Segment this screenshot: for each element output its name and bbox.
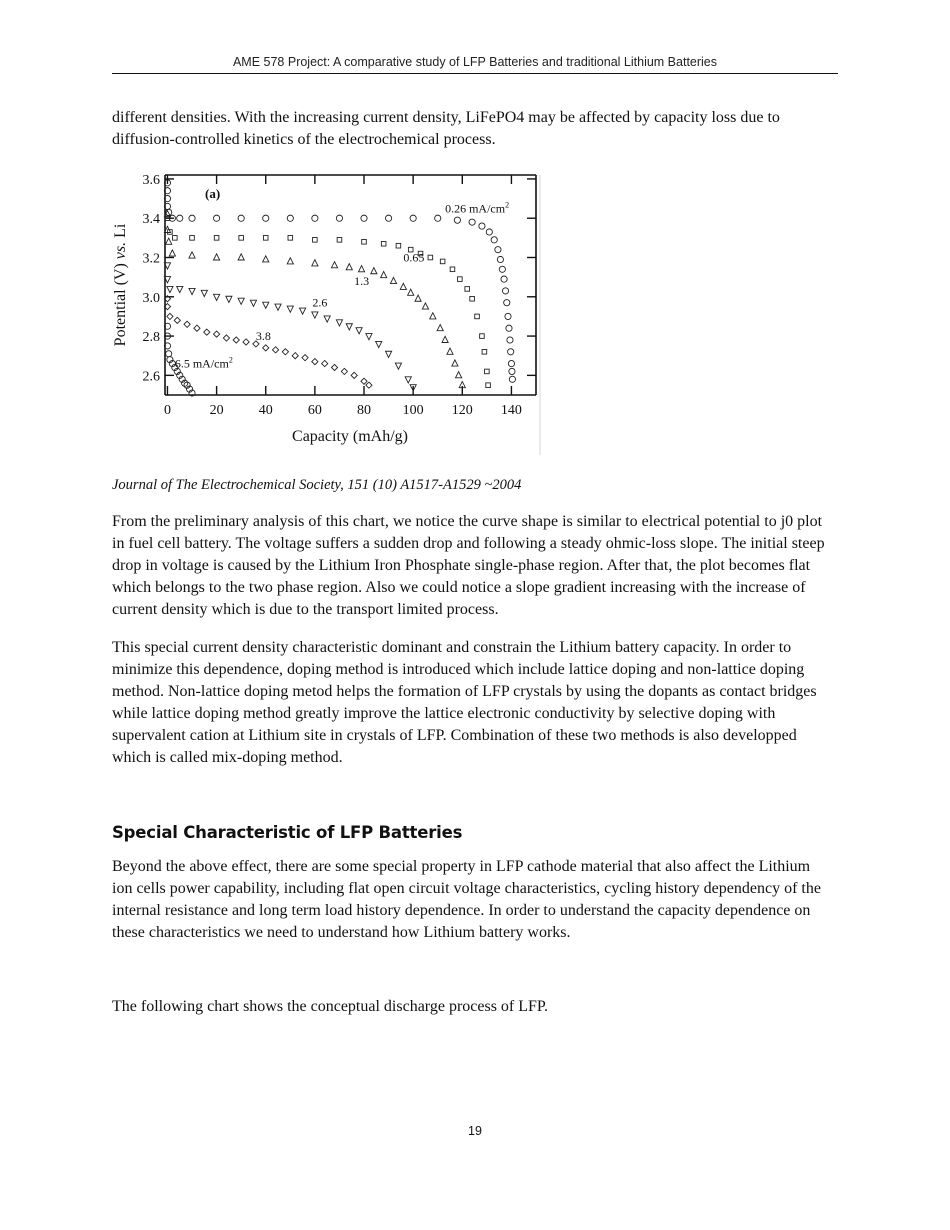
data-point-square <box>475 314 480 319</box>
data-point-triangle <box>422 303 428 309</box>
data-point-circle <box>454 217 460 223</box>
x-tick-label: 40 <box>258 403 273 418</box>
following-chart-paragraph: The following chart shows the conceptual discharge process of LFP. <box>112 998 549 1015</box>
series-label-superscript: 2 <box>505 200 510 210</box>
data-point-square <box>362 239 367 244</box>
data-point-triangle-down <box>312 312 318 318</box>
data-point-circle <box>486 229 492 235</box>
data-point-triangle <box>346 264 352 270</box>
data-point-triangle <box>331 262 337 268</box>
data-point-circle <box>479 223 485 229</box>
page-number: 19 <box>468 1124 482 1138</box>
data-point-triangle-down <box>385 351 391 357</box>
data-point-triangle-down <box>324 316 330 322</box>
data-point-square <box>313 238 318 243</box>
series-label: 3.8 <box>255 329 271 343</box>
data-point-diamond <box>341 368 347 374</box>
series-label <box>445 200 509 215</box>
special-characteristics-paragraph: Beyond the above effect, there are some special property in LFP cathode material that also affect the Lithium ion cells power capability, including flat open circuit voltage characteristics, cycling history dependency of the internal resistance and long term load history dependence. In order to understand the capacity dependence on these characteristics we need to understand how Lithium battery works. <box>112 858 821 941</box>
data-point-square <box>239 236 244 241</box>
series-labels <box>175 200 509 370</box>
data-point-diamond <box>263 345 269 351</box>
data-point-triangle-down <box>189 288 195 294</box>
y-tick-label: 3.2 <box>142 251 160 267</box>
data-point-square <box>173 236 178 241</box>
series-label-text: 6.5 mA/cm <box>174 356 229 371</box>
data-point-circle <box>509 368 515 374</box>
data-point-triangle-down <box>275 304 281 310</box>
data-point-triangle <box>456 372 462 378</box>
data-point-triangle-down <box>250 300 256 306</box>
data-point-square <box>381 241 386 246</box>
data-point-triangle-down <box>299 308 305 314</box>
data-point-square <box>482 349 487 354</box>
y-axis-label-part: Potential (V) <box>112 259 129 347</box>
data-point-diamond <box>272 347 278 353</box>
data-point-triangle <box>430 313 436 319</box>
data-point-square <box>428 255 433 260</box>
data-point-diamond <box>361 378 367 384</box>
data-point-circle <box>336 215 342 221</box>
data-point-triangle <box>442 336 448 342</box>
data-point-triangle <box>408 289 414 295</box>
data-point-diamond <box>174 317 180 323</box>
data-point-triangle <box>358 266 364 272</box>
y-axis-label-vs: vs. <box>112 241 129 260</box>
data-point-circle <box>213 215 219 221</box>
data-point-diamond <box>282 349 288 355</box>
data-point-diamond <box>302 355 308 361</box>
data-point-square <box>288 236 293 241</box>
data-point-triangle <box>400 283 406 289</box>
data-point-triangle <box>415 295 421 301</box>
data-point-circle <box>435 215 441 221</box>
data-point-diamond <box>184 321 190 327</box>
data-point-circle <box>469 219 475 225</box>
data-point-triangle <box>169 250 175 256</box>
y-tick-label: 2.8 <box>142 330 160 346</box>
data-point-diamond <box>243 339 249 345</box>
data-point-diamond <box>167 313 173 319</box>
data-point-circle <box>491 237 497 243</box>
y-tick-label: 3.4 <box>142 212 160 228</box>
data-point-triangle <box>371 268 377 274</box>
section-heading: Special Characteristic of LFP Batteries <box>112 823 463 842</box>
data-point-circle <box>508 360 514 366</box>
data-point-square <box>214 236 219 241</box>
data-point-circle <box>177 215 183 221</box>
data-point-circle <box>361 215 367 221</box>
data-point-circle <box>312 215 318 221</box>
data-point-diamond <box>194 325 200 331</box>
header-rule <box>112 73 838 74</box>
data-point-square <box>450 267 455 272</box>
data-point-triangle-down <box>395 363 401 369</box>
data-point-circle <box>508 349 514 355</box>
data-point-diamond <box>366 382 372 388</box>
data-point-square <box>465 287 470 292</box>
data-point-square <box>337 238 342 243</box>
data-point-square <box>190 236 195 241</box>
data-point-triangle-down <box>405 377 411 383</box>
x-tick-label: 100 <box>402 403 424 418</box>
data-point-square <box>480 334 485 339</box>
series-label-text: 0.26 mA/cm <box>445 201 506 216</box>
series-label-superscript: 2 <box>228 355 233 365</box>
data-point-diamond <box>312 359 318 365</box>
data-point-triangle <box>390 277 396 283</box>
data-point-triangle-down <box>366 334 372 340</box>
data-point-circle <box>166 351 172 357</box>
data-point-triangle-down <box>177 286 183 292</box>
y-axis-label-part: Li <box>112 223 129 242</box>
data-point-triangle <box>166 238 172 244</box>
data-point-triangle-down <box>346 324 352 330</box>
data-point-triangle <box>437 325 443 331</box>
y-tick-label: 3.6 <box>142 172 160 188</box>
data-point-triangle <box>189 252 195 258</box>
y-axis-label <box>112 223 129 346</box>
series-label: 1.3 <box>354 274 370 288</box>
data-point-triangle <box>447 348 453 354</box>
data-point-circle <box>507 337 513 343</box>
analysis-paragraph: From the preliminary analysis of this chart, we notice the curve shape is similar to electrical potential to j0 plot in fuel cell battery. The voltage suffers a sudden drop and following a steady ohmic-loss slope. The initial steep drop in voltage is caused by the Lithium Iron Phosphate single-phase region. After that, the plot becomes flat which belongs to the two phase region. Also we could notice a slope gradient increasing with the increase of current density which is due to the transport limited process. <box>112 513 825 618</box>
data-point-circle <box>287 215 293 221</box>
data-point-triangle-down <box>201 290 207 296</box>
doping-paragraph: This special current density characteristic dominant and constrain the Lithium battery capacity. In order to minimize this dependence, doping method is introduced which include lattice doping and non-lattice doping method. Non-lattice doping metod helps the formation of LFP crystals by using the dopants as contact bridges while lattice doping method greatly improve the lattice electronic conductivity by selective doping with supervalent cation at Lithium site in crystals of LFP. Combination of these two methods is also developped which is called mix-doping method. <box>112 639 817 766</box>
x-tick-label: 0 <box>163 403 171 418</box>
discharge-curves-chart <box>108 170 548 460</box>
data-point-square <box>485 369 490 374</box>
data-point-circle <box>385 215 391 221</box>
data-point-circle <box>189 215 195 221</box>
data-point-diamond <box>233 337 239 343</box>
series-label: 0.65 <box>403 250 425 265</box>
data-point-diamond <box>213 331 219 337</box>
y-tick-label: 3.0 <box>142 290 160 306</box>
data-point-diamond <box>322 360 328 366</box>
data-point-triangle <box>238 254 244 260</box>
data-point-triangle <box>263 256 269 262</box>
data-point-diamond <box>204 329 210 335</box>
data-point-circle <box>509 376 515 382</box>
data-point-diamond <box>351 372 357 378</box>
data-point-circle <box>497 256 503 262</box>
data-point-square <box>263 236 268 241</box>
data-point-triangle <box>312 260 318 266</box>
series-label <box>175 356 233 371</box>
x-tick-label: 20 <box>209 403 224 418</box>
data-point-square <box>470 296 475 301</box>
data-point-triangle-down <box>287 306 293 312</box>
data-point-circle <box>263 215 269 221</box>
data-point-square <box>486 383 491 388</box>
series-label: 2.6 <box>312 295 328 310</box>
intro-paragraph: different densities. With the increasing current density, LiFePO4 may be affected by capacity loss due to diffusion-controlled kinetics of the electrochemical process. <box>112 109 780 148</box>
data-point-circle <box>501 276 507 282</box>
data-point-square <box>440 259 445 264</box>
y-tick-label: 2.6 <box>142 369 160 385</box>
data-point-triangle <box>381 271 387 277</box>
data-point-triangle-down <box>238 298 244 304</box>
data-point-triangle-down <box>226 296 232 302</box>
x-tick-label: 60 <box>307 403 322 418</box>
running-header: AME 578 Project: A comparative study of LFP Batteries and traditional Lithium Batteries <box>232 55 718 69</box>
data-point-circle <box>410 215 416 221</box>
data-point-triangle-down <box>356 328 362 334</box>
data-point-square <box>396 243 401 248</box>
x-axis-label: Capacity (mAh/g) <box>292 428 408 445</box>
data-point-diamond <box>331 364 337 370</box>
x-tick-label: 120 <box>451 403 473 418</box>
figure-caption: Journal of The Electrochemical Society, 151 (10) A1517-A1529 ~2004 <box>112 477 522 493</box>
x-tick-label: 140 <box>500 403 522 418</box>
data-point-triangle <box>287 258 293 264</box>
data-point-triangle-down <box>376 341 382 347</box>
data-point-circle <box>238 215 244 221</box>
data-point-triangle-down <box>263 302 269 308</box>
data-point-triangle-down <box>167 286 173 292</box>
data-point-triangle <box>452 360 458 366</box>
data-point-circle <box>506 325 512 331</box>
data-point-circle <box>499 266 505 272</box>
data-point-circle <box>502 288 508 294</box>
data-point-triangle-down <box>213 294 219 300</box>
data-point-circle <box>504 300 510 306</box>
data-point-triangle-down <box>336 320 342 326</box>
x-tick-label: 80 <box>357 403 372 418</box>
panel-label: (a) <box>205 186 221 201</box>
data-point-circle <box>495 247 501 253</box>
data-point-diamond <box>292 353 298 359</box>
data-point-diamond <box>223 335 229 341</box>
data-point-circle <box>505 313 511 319</box>
data-point-square <box>458 277 463 282</box>
data-point-triangle <box>213 254 219 260</box>
